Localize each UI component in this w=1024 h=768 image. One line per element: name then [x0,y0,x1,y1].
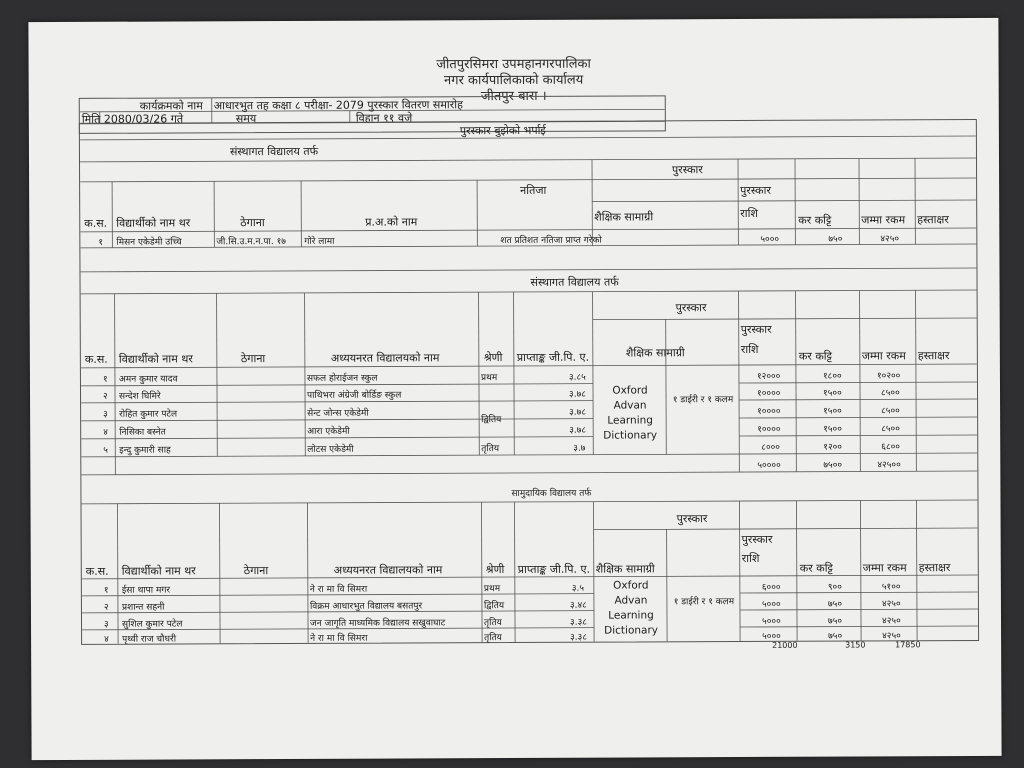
s2-sn-header: क.स. [84,352,108,366]
s1-row1-amount: ५००० [760,234,780,245]
section3-title: सामुदायिक विद्यालय तर्फ [511,488,592,500]
s2-row3-grade: द्वितिय [481,415,502,426]
s3-row3-grade: तृतिय [483,618,502,629]
s3-row4-tax: ७५० [828,631,843,642]
s2-row4-name: निसिका बस्नेत [119,427,166,438]
org-name: जीतपुरसिमरा उपमहानगरपालिका [436,56,591,73]
s3-address-header: ठेगाना [243,564,269,578]
s3-row3-tax: ७५० [827,616,843,627]
s3-gpa-header: प्राप्ताङ्क जी.पि. ए. [517,562,591,576]
s3-grade-header: श्रेणी [485,563,505,577]
date-value: 2080/03/26 गते [103,112,184,126]
s1-row1-total: ४२५० [880,234,900,245]
s1-row1-address: जी.सि.उ.म.न.पा. १७ [216,236,286,248]
s2-row1-sn: १ [102,374,108,385]
s3-row2-name: प्रशान्त सहनी [121,602,165,613]
s3-award-header: पुरस्कार [676,512,708,526]
s2-gpa-header: प्राप्ताङ्क जी.पि. ए. [516,350,590,364]
s2-row5-name: इन्दु कुमारी साह [119,445,171,456]
s3-row2-amount: ५००० [761,599,781,610]
s3-row3-school: जन जागृति माध्यमिक विद्यालय सखुवाघाट [310,618,446,629]
s2-row2-name: सन्देश घिमिरे [119,391,161,402]
s3-row1-name: ईसा थापा मगर [121,585,171,596]
s3-material-diary: १ डाईरी र १ कलम [673,597,735,608]
s3-row2-tax: ७५० [827,599,843,610]
s2-row1-total: १०२०० [876,371,901,382]
s2-row2-tax: १५०० [823,388,842,399]
s2-student-header: विद्यार्थीको नाम थर [118,352,193,366]
s1-row1-principal: गोरे लामा [304,236,335,247]
s3-row4-total: ४२५० [882,631,901,642]
s2-row2-school: पाथिभरा अंग्रेजी बोर्डिङ स्कुल [307,390,402,401]
s3-row4-school: ने रा मा वि सिमरा [310,633,368,644]
s3-material-header: शैक्षिक सामाग्री [595,562,655,576]
s3-award-amount-header-2: राशि [741,551,760,566]
s3-row4-amount: ५००० [762,631,781,642]
s3-row1-sn: १ [103,585,109,596]
s3-signature-header: हस्ताक्षर [918,561,951,575]
program-name: आधारभुत तह कक्षा ८ परीक्षा- 2079 पुरस्कार वितरण समारोह [213,98,463,113]
s2-row1-grade: प्रथम [480,373,498,384]
s2-school-header: अध्ययनरत विद्यालयको नाम [330,351,440,365]
s1-row1-tax: ७५० [828,234,843,245]
sheet-title: पुरस्कार बुझेको भर्पाई [459,123,546,138]
s3-row3-gpa: ३.३८ [569,617,587,628]
s2-sum-amount: ५०००० [757,460,781,471]
time-label: समय [235,112,257,126]
s2-row3-tax: १५०० [823,406,842,417]
s1-result-header: नतिजा [520,183,547,197]
s2-address-header: ठेगाना [240,352,266,366]
s3-row4-name: पृथ्वी राज चौधरी [122,634,177,645]
s2-award-amount-header-2: राशि [740,342,759,357]
s2-row5-gpa: ३.७ [573,443,586,454]
s2-row3-total: ८५०० [881,406,900,417]
s2-row2-gpa: ३.७८ [569,389,586,400]
s2-row2-amount: १०००० [757,388,781,399]
s3-row1-total: ५१०० [881,582,901,593]
s1-principal-header: प्र.अ.को नाम [365,215,418,229]
s2-row5-total: ६८०० [881,442,901,453]
s1-award-amount-header-2: राशि [740,206,758,221]
s3-row1-amount: ६००० [761,582,781,593]
date-label: मिति [81,112,101,126]
s2-signature-header: हस्ताक्षर [917,349,950,363]
s1-row1-name: मिसन एकेडेमी उच्चि [116,237,182,248]
s1-row1-result: शत प्रतिशत नतिजा प्राप्त गरेको [500,235,602,247]
s1-signature-header: हस्ताक्षर [917,213,949,227]
s1-tax-header: कर कट्टि [798,213,832,227]
s2-grade-header: श्रेणी [483,351,503,365]
program-label: कार्यक्रमको नाम [139,99,203,113]
s3-award-amount-header-1: पुरस्कार [741,532,773,547]
s3-sum-total: 17850 [895,640,921,650]
s3-row4-grade: तृतिय [484,633,502,644]
s3-material-dictionary: Oxford Advan Learning Dictionary [604,579,659,637]
s2-row5-sn: ५ [103,445,108,456]
s3-row2-sn: २ [103,602,109,613]
s2-row5-amount: ८००० [761,442,781,453]
s2-row4-total: ८५०० [881,424,900,435]
s2-total-header: जम्मा रकम [861,349,906,363]
s3-row2-school: विक्रम आधारभुत विद्यालय बसतपुर [309,601,423,612]
s1-student-header: विद्यार्थीको नाम थर [116,216,191,230]
s2-row2-total: ८५०० [881,388,900,399]
s3-row3-name: सुशिल कुमार पटेल [122,619,183,630]
s2-row4-tax: १५०० [823,424,842,435]
s2-material-dictionary: Oxford Advan Learning Dictionary [603,384,658,442]
s3-tax-header: कर कट्टि [799,561,833,575]
s3-row2-gpa: ३.४८ [569,600,587,611]
s2-award-amount-header-1: पुरस्कार [740,322,772,337]
s2-row3-name: रोहित कुमार पटेल [119,409,178,420]
s2-row2-sn: २ [103,391,108,402]
s2-sum-tax: ७५०० [823,460,843,471]
s2-row4-sn: ४ [103,427,108,438]
s2-row5-tax: १२०० [823,442,843,453]
s1-award-header: पुरस्कार [672,163,703,177]
s3-row4-gpa: ३.३८ [570,632,588,643]
s3-row1-tax: ९०० [827,582,842,593]
s2-row3-sn: ३ [103,409,108,420]
s1-row1-sn: १ [98,237,104,248]
s3-row2-grade: द्वितिय [483,601,505,612]
s3-row3-sn: ३ [104,619,109,630]
s1-total-header: जम्मा रकम [861,213,906,227]
s3-row1-school: ने रा मा वि सिमरा [309,584,368,595]
s3-row2-total: ४२५० [881,599,901,610]
s3-student-header: विद्यार्थीको नाम थर [121,564,196,578]
s3-row3-amount: ५००० [761,616,781,627]
s3-sum-amount: 21000 [772,640,798,650]
s2-row1-name: अमन कुमार यादव [118,374,178,385]
s2-award-header: पुरस्कार [675,301,707,315]
s1-sn-header: क.स. [84,216,108,230]
section1-title: संस्थागत विद्यालय तर्फ [229,144,319,159]
s2-tax-header: कर कट्टि [798,349,833,363]
section2-title: संस्थागत विद्यालय तर्फ [530,275,619,289]
s1-material-header: शैक्षिक सामाग्री [594,210,654,224]
s2-row5-grade: तृतिय [481,444,500,455]
s2-row3-gpa: ३.७८ [569,407,587,418]
s2-row1-gpa: ३.८५ [568,372,586,383]
s2-row1-tax: १८०० [822,371,842,382]
s2-row3-amount: १०००० [757,406,781,417]
document-paper [28,18,1001,760]
s2-row3-school: सेन्ट जोन्स एकेडेमी [307,408,369,419]
s2-row4-amount: १०००० [757,424,781,435]
s2-row4-gpa: ३.७८ [569,425,587,436]
s3-sn-header: क.स. [85,564,109,578]
s3-total-header: जम्मा रकम [862,561,907,575]
s2-row1-amount: १२००० [756,371,781,382]
s3-row1-gpa: ३.५ [571,583,585,594]
s3-row4-sn: ४ [104,634,109,645]
s2-sum-total: ४२५०० [877,460,901,471]
office-location: जीतपुर बारा । [480,88,547,105]
s3-school-header: अध्ययनरत विद्यालयको नाम [333,563,443,577]
s2-material-diary: १ डाईरी र १ कलम [672,395,734,406]
s2-row4-school: आरा एकेडेमी [307,426,350,437]
s3-row3-total: ४२५० [881,616,901,627]
s2-row5-school: लोटस एकेडेमी [307,444,354,455]
receipt-table [79,119,979,645]
s2-material-header: शैक्षिक सामाग्री [625,346,685,360]
office-name: नगर कार्यपालिकाको कार्यालय [443,72,584,89]
s1-address-header: ठेगाना [240,216,265,230]
time-value: विहान ११ वजे [355,111,413,125]
s1-award-amount-header-1: पुरस्कार [740,183,771,198]
s3-sum-tax: 3150 [845,640,866,650]
s3-row1-grade: प्रथम [483,584,501,595]
s2-row1-school: सफल होराईजन स्कुल [306,373,378,384]
